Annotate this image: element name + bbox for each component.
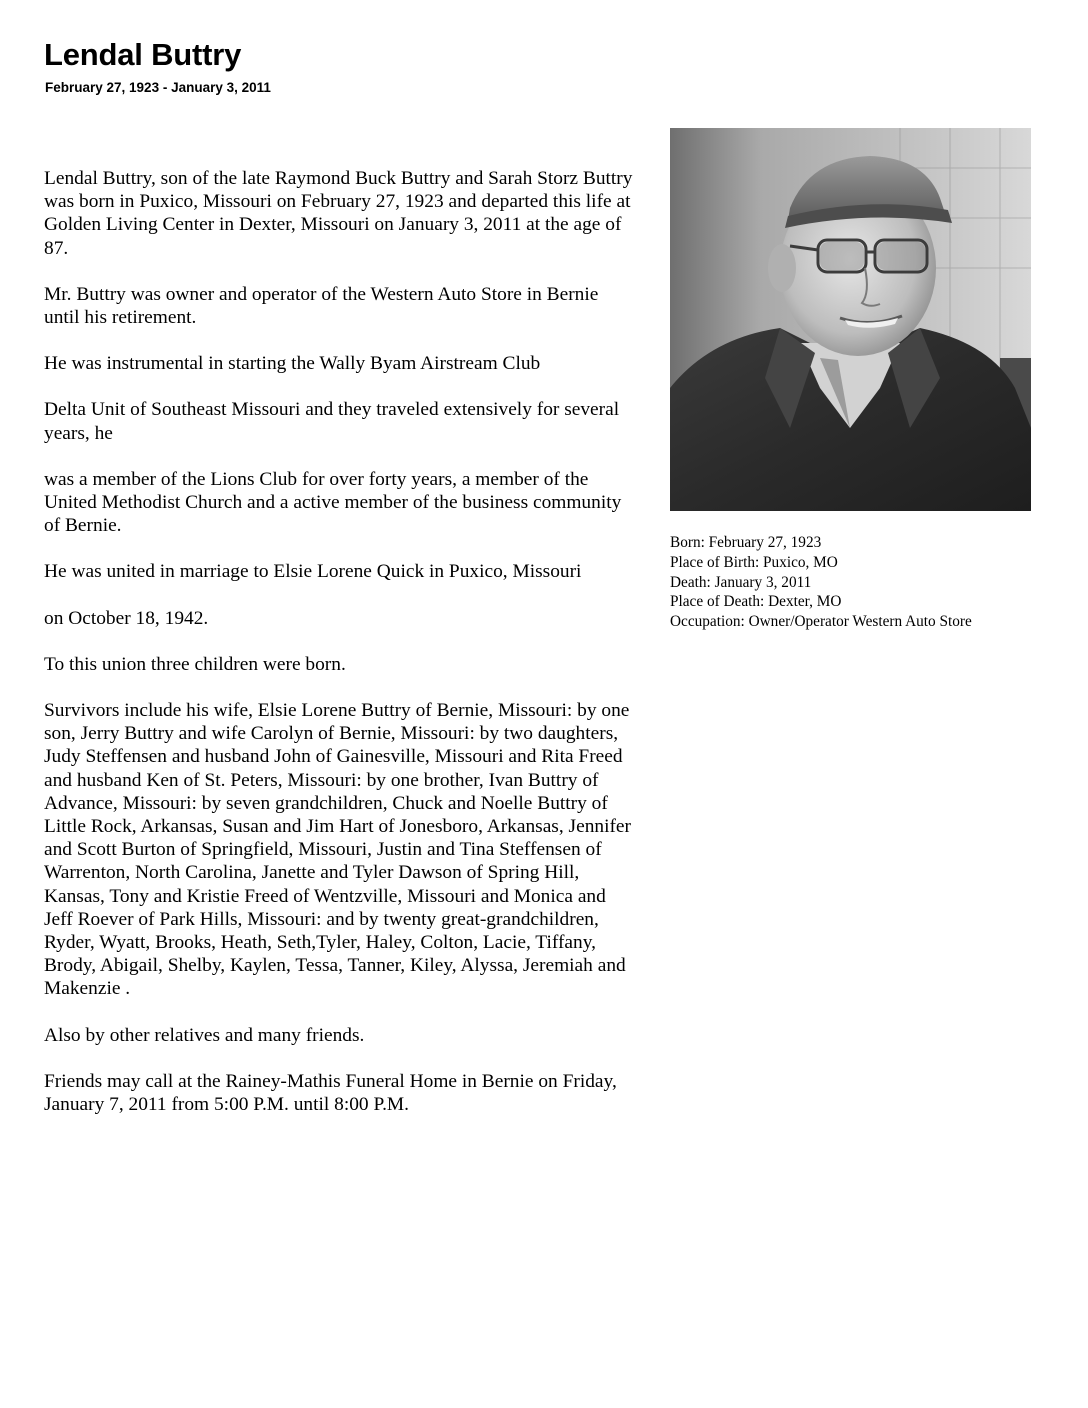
- fact-born: Born: February 27, 1923: [670, 534, 822, 551]
- fact-place-of-death: Place of Death: Dexter, MO: [670, 593, 842, 611]
- life-dates: February 27, 1923 - January 3, 2011: [45, 80, 271, 95]
- fact-occupation: Occupation: Owner/Operator Western Auto Store: [670, 613, 972, 631]
- obituary-paragraph: Delta Unit of Southeast Missouri and they traveled extensively for several years, he: [44, 399, 620, 444]
- obituary-name: Lendal Buttry: [44, 37, 242, 72]
- vital-facts: [670, 533, 1070, 632]
- obituary-paragraph: Also by other relatives and many friends.: [44, 1024, 365, 1046]
- obituary-paragraph: Friends may call at the Rainey-Mathis Funeral Home in Bernie on Friday, January 7, 2011 from 5:00 P.M. until 8:00 P.M.: [44, 1070, 617, 1116]
- obituary-paragraph: Survivors include his wife, Elsie Lorene Buttry of Bernie, Missouri: by one son, Jerry Buttry and wife Carolyn of Bernie, Missouri: by two daughters, Judy Steffensen and husband John of Gainesville, Missouri and Rita Freed and husband Ken of St. Peters, Missouri: by one brother, Ivan Buttry of Advance, Missouri: by seven grandchildren, Chuck and Noelle Buttry of Little Rock, Arkansas, Susan and Jim Hart of Jonesboro, Arkansas, Jennifer and Scott Burton of Springfield, Missouri, Justin and Tina Steffensen of Warrenton, North Carolina, Janette and Tyler Dawson of Spring Hill, Kansas, Tony and Kristie Freed of Wentzville, Missouri and Monica and Jeff Roever of Park Hills, Missouri: and by twenty great-grandchildren, Ryder, Wyatt, Brooks, Heath, Seth,Tyler, Haley, Colton, Lacie, Tiffany, Brody, Abigail, Shelby, Kaylen, Tessa, Tanner, Kiley, Alyssa, Jeremiah and Makenzie .: [44, 700, 632, 1000]
- obituary-paragraph: He was united in marriage to Elsie Lorene Quick in Puxico, Missouri: [44, 561, 582, 583]
- obituary-paragraph: He was instrumental in starting the Wally Byam Airstream Club: [44, 353, 541, 375]
- obituary-paragraph: on October 18, 1942.: [44, 607, 209, 629]
- obituary-paragraph: To this union three children were born.: [44, 653, 346, 675]
- portrait-photo: [670, 128, 1031, 511]
- fact-death: Death: January 3, 2011: [670, 573, 812, 591]
- obituary-paragraph: Mr. Buttry was owner and operator of the Western Auto Store in Bernie until his retirement.: [44, 283, 599, 329]
- obituary-paragraph: Lendal Buttry, son of the late Raymond Buck Buttry and Sarah Storz Buttry was born in Puxico, Missouri on February 27, 1923 and departed this life at Golden Living Center in Dexter, Missouri on January 3, 2011 at the age of 87.: [44, 168, 633, 259]
- obituary-paragraph: was a member of the Lions Club for over forty years, a member of the United Methodist Church and a active member of the business community of Bernie.: [44, 468, 622, 537]
- obituary-body: [44, 167, 634, 1139]
- fact-place-of-birth: Place of Birth: Puxico, MO: [670, 553, 838, 571]
